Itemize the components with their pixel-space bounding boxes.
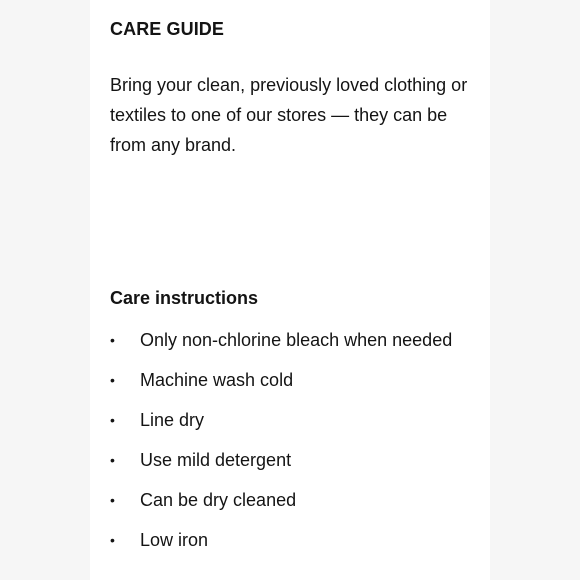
care-instructions-list <box>110 325 452 565</box>
care-instruction-text: Can be dry cleaned <box>140 490 297 510</box>
bullet-icon: • <box>110 492 115 508</box>
care-instruction-text: Use mild detergent <box>140 450 292 470</box>
bullet-icon: • <box>110 332 115 348</box>
care-instruction-text: Machine wash cold <box>140 370 294 390</box>
bullet-icon: • <box>110 532 115 548</box>
care-guide-heading: CARE GUIDE <box>110 19 225 39</box>
care-instructions-title: Care instructions <box>110 288 259 308</box>
care-instruction-text: Line dry <box>140 410 205 430</box>
care-instruction-item <box>110 405 452 445</box>
care-instruction-item <box>110 365 452 405</box>
care-instruction-item <box>110 485 452 525</box>
care-instruction-text: Only non-chlorine bleach when needed <box>140 330 453 350</box>
bullet-icon: • <box>110 452 115 468</box>
recycling-intro-text: Bring your clean, previously loved clothing or textiles to one of our stores — they can be from any brand. <box>110 75 468 155</box>
care-instruction-item <box>110 445 452 485</box>
bullet-icon: • <box>110 412 115 428</box>
bullet-icon: • <box>110 372 115 388</box>
care-instruction-item <box>110 325 452 365</box>
care-instruction-item <box>110 525 452 565</box>
care-instruction-text: Low iron <box>140 530 209 550</box>
